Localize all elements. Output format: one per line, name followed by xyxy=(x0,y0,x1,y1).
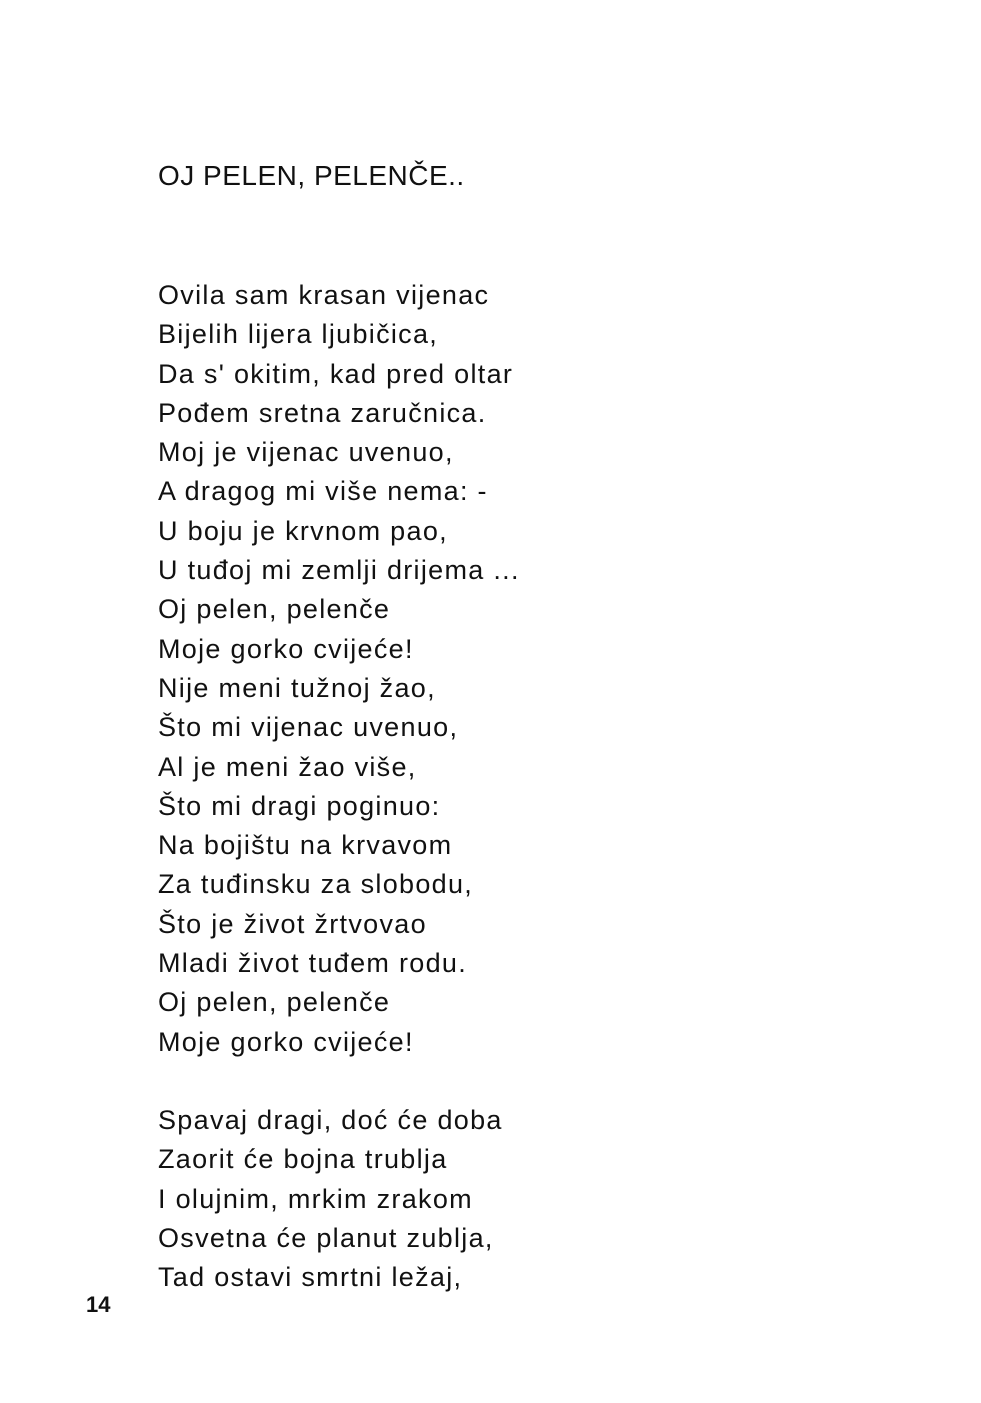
poem-line: Da s' okitim, kad pred oltar xyxy=(158,358,514,389)
poem-body xyxy=(158,276,758,1297)
poem-line: Spavaj dragi, doć će doba xyxy=(158,1104,503,1135)
poem-line: A dragog mi više nema: - xyxy=(158,476,488,507)
poem-line: Što mi vijenac uvenuo, xyxy=(158,712,459,743)
poem-line: Al je meni žao više, xyxy=(158,751,417,782)
poem-line: Moje gorko cvijeće! xyxy=(158,1026,414,1057)
poem-line: Moj je vijenac uvenuo, xyxy=(158,437,454,468)
poem-line: Ovila sam krasan vijenac xyxy=(158,280,490,310)
poem-line: U tuđoj mi zemlji drijema ... xyxy=(158,555,520,586)
poem-line: Osvetna će planut zublja, xyxy=(158,1222,494,1253)
poem-line: Na bojištu na krvavom xyxy=(158,830,453,861)
poem-line: Oj pelen, pelenče xyxy=(158,594,391,625)
poem-line: Pođem sretna zaručnica. xyxy=(158,397,487,428)
poem-line: Zaorit će bojna trublja xyxy=(158,1144,448,1175)
poem-line: I olujnim, mrkim zrakom xyxy=(158,1183,473,1214)
poem-line: Što je život žrtvovao xyxy=(158,908,427,939)
poem-line: Bijelih lijera ljubičica, xyxy=(158,319,439,350)
poem-line: Za tuđinsku za slobodu, xyxy=(158,869,474,900)
page-number: 14 xyxy=(86,1292,111,1317)
poem-line: U boju je krvnom pao, xyxy=(158,515,448,546)
stanza-1 xyxy=(158,276,758,1062)
poem-line: Što mi dragi poginuo: xyxy=(158,790,441,821)
poem-line: Nije meni tužnoj žao, xyxy=(158,672,436,703)
poem-line: Oj pelen, pelenče xyxy=(158,987,391,1018)
poem-title: OJ PELEN, PELENČE.. xyxy=(158,160,465,191)
poem-line: Mladi život tuđem rodu. xyxy=(158,948,468,979)
poem-line: Tad ostavi smrtni ležaj, xyxy=(158,1262,463,1293)
stanza-2 xyxy=(158,1101,758,1297)
poem-line: Moje gorko cvijeće! xyxy=(158,633,414,664)
